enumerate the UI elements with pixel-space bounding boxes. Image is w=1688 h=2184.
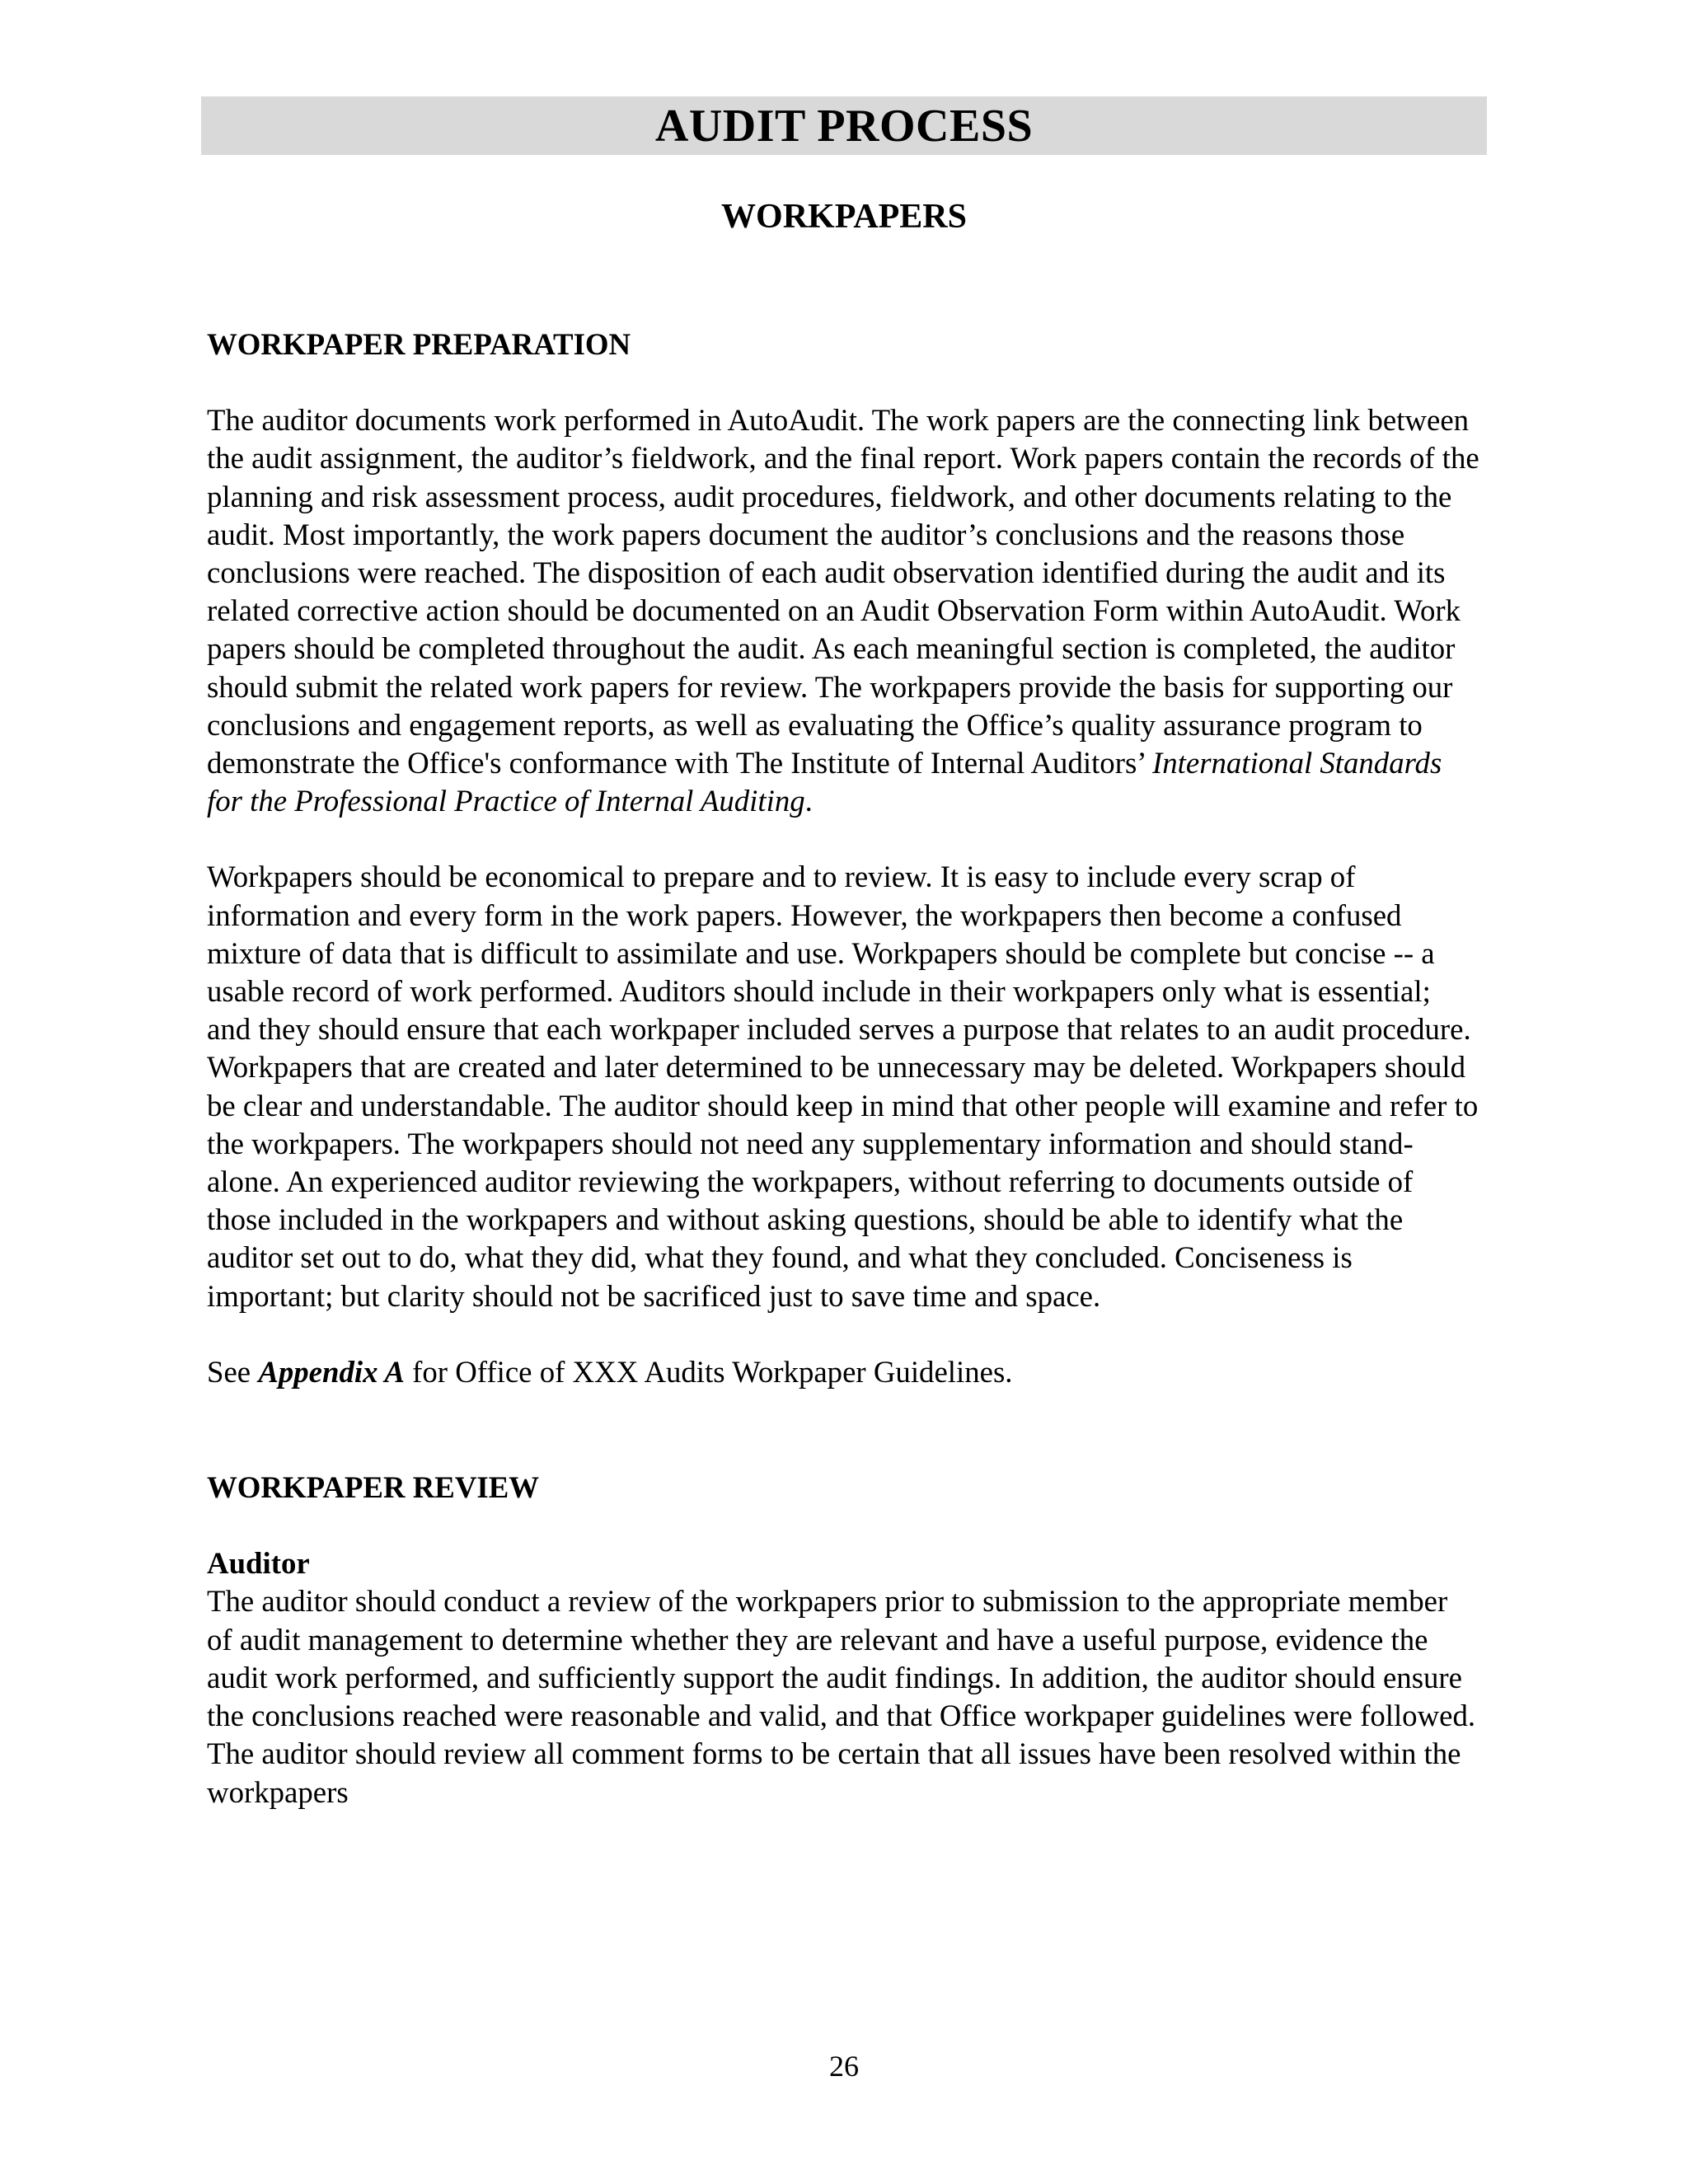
appendix-reference-suffix: for Office of XXX Audits Workpaper Guidelines.: [404, 1354, 1013, 1389]
review-heading: WORKPAPER REVIEW: [207, 1470, 540, 1505]
section-title: WORKPAPERS: [721, 198, 967, 236]
auditor-subheading: Auditor: [207, 1546, 310, 1581]
preparation-paragraph-1-text: The auditor documents work performed in AutoAudit. The work papers are the connecting link between the audit assignment, the auditor’s fieldwork, and the final report. Work papers contain the records of the planning and risk assessment process, audit procedures, fieldwork, and other documents relating to the audit. Most importantly, the work papers document the auditor’s conclusions and the reasons those conclusions were reached. The disposition of each audit observation identified during the audit and its related corrective action should be documented on an Audit Observation Form within AutoAudit. Work papers should be completed throughout the audit. As each meaningful section is completed, the auditor should submit the related work papers for review. The workpapers provide the basis for supporting our conclusions and engagement reports, as well as evaluating the Office’s quality assurance program to demonstrate the Office's conformance with The Institute of Internal Auditors’: [207, 403, 1479, 780]
title-banner: [201, 96, 1487, 155]
auditor-review-paragraph: The auditor should conduct a review of the workpapers prior to submission to the appropriate member of audit management to determine whether they are relevant and have a useful purpose, evidence the audit work performed, and sufficiently support the audit findings. In addition, the auditor should ensure the conclusions reached were reasonable and valid, and that Office workpaper guidelines were followed. The auditor should review all comment forms to be certain that all issues have been resolved within the workpapers: [207, 1584, 1476, 1809]
page-number: 26: [829, 2050, 859, 2083]
spacer: [207, 1507, 1480, 1544]
document-body: [207, 326, 1480, 1811]
appendix-reference: [207, 1353, 1480, 1391]
spacer: [207, 1315, 1480, 1353]
appendix-a-link[interactable]: Appendix A: [258, 1354, 405, 1389]
preparation-paragraph-2: Workpapers should be economical to prepare and to review. It is easy to include every scrap of information and every form in the work papers. However, the workpapers then become a confused mixture of data that is difficult to assimilate and use. Workpapers should be complete but concise -- a usable record of work performed. Auditors should include in their workpapers only what is essential; and they should ensure that each workpaper included serves a purpose that relates to an audit procedure. Workpapers that are created and later determined to be unnecessary may be deleted. Workpapers should be clear and understandable. The auditor should keep in mind that other people will examine and refer to the workpapers. The workpapers should not need any supplementary information and should stand-alone. An experienced auditor reviewing the workpapers, without referring to documents outside of those included in the workpapers and without asking questions, should be able to identify what the auditor set out to do, what they did, what they found, and what they concluded. Conciseness is important; but clarity should not be sacrificed just to save time and space.: [207, 860, 1479, 1313]
spacer: [207, 820, 1480, 858]
spacer: [207, 363, 1480, 401]
preparation-paragraph-1-end: .: [804, 784, 813, 818]
appendix-reference-prefix: See: [207, 1354, 259, 1389]
standards-title: International Standards for the Professional Practice of Internal Auditing: [207, 746, 1442, 818]
preparation-heading: WORKPAPER PREPARATION: [207, 327, 631, 361]
spacer: [207, 1391, 1480, 1469]
preparation-paragraph-1: [207, 401, 1480, 820]
banner-title: AUDIT PROCESS: [654, 100, 1034, 152]
